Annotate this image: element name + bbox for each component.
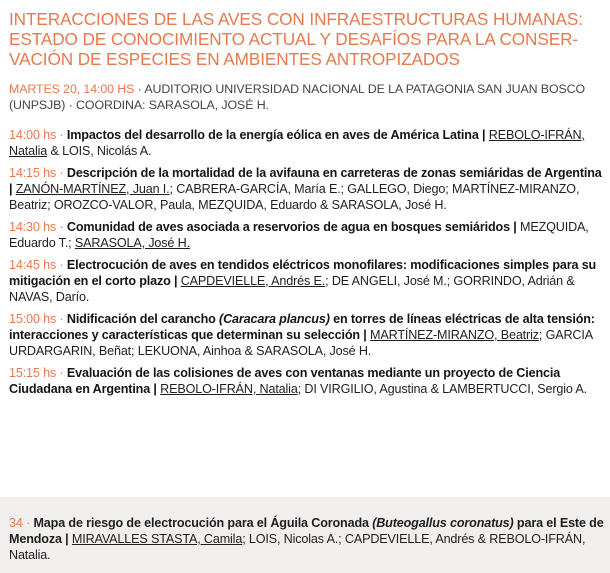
session-title-line: INTERACCIONES DE LAS AVES CON INFRAESTRUCTURAS HUMANAS: [9, 9, 583, 29]
species-name: (Caracara plancus) [219, 312, 330, 326]
talk-title: Electrocución de aves en tendidos eléctricos monofilares: modificaciones simples para su mitigación en el corto plazo | [9, 258, 597, 288]
talk-title: Comunidad de aves asociada a reservorios de agua en bosques semiáridos | [66, 220, 517, 234]
presenting-author: ZANÓN-MARTÍNEZ, Juan I. [15, 182, 170, 196]
session-venue: AUDITORIO UNIVERSIDAD NACIONAL DE LA PATAGONIA SAN JUAN BOSCO (UNPSJB) [9, 82, 586, 112]
separator: · [134, 82, 145, 96]
talk-item [9, 257, 603, 305]
talk-time: 15:00 hs [9, 312, 57, 326]
talk-title: Descripción de la mortalidad de la avifauna en carreteras de zonas semiáridas de Argentina | [9, 166, 602, 196]
separator: · [56, 128, 67, 142]
separator: · [56, 312, 67, 326]
program-page [9, 9, 603, 403]
poster-number: 34 [9, 516, 23, 530]
talk-time: 14:30 hs [9, 220, 57, 234]
talk-item [9, 365, 603, 397]
talk-time: 14:45 hs [9, 258, 57, 272]
poster-entry [9, 515, 605, 563]
session-title-line: VACIÓN DE ESPECIES EN AMBIENTES ANTROPIZADOS [9, 49, 460, 69]
presenting-author: SARASOLA, José H. [74, 236, 190, 250]
co-authors: ; GARCIA URDARGARIN, Beñat; LEKUONA, Ainhoa & SARASOLA, José H. [9, 328, 593, 358]
talk-time: 14:00 hs [9, 128, 57, 142]
session-datetime: MARTES 20, 14:00 HS [9, 82, 135, 96]
separator: · [56, 166, 67, 180]
poster-title-part: Mapa de riesgo de electrocución para el Águila Coronada [33, 516, 373, 530]
talk-title: Impactos del desarrollo de la energía eólica en aves de América Latina | [66, 128, 486, 142]
separator: · [22, 516, 34, 530]
co-authors: & LOIS, Nicolás A. [47, 144, 152, 158]
session-title-line: ESTADO DE CONOCIMIENTO ACTUAL Y DESAFÍOS PARA LA CONSER- [9, 29, 579, 49]
session-coordinator: · COORDINA: SARASOLA, JOSÉ H. [65, 98, 269, 112]
poster-block [0, 497, 610, 573]
presenting-author: MARTÍNEZ-MIRANZO, Beatriz [370, 328, 539, 342]
co-authors: ; LOIS, Nicolas A.; CAPDEVIELLE, Andrés & REBOLO-IFRÁN, Natalia. [9, 532, 586, 562]
separator: · [56, 220, 67, 234]
talk-title-part: Nidificación del carancho [66, 312, 220, 326]
talk-title-part: en torres de líneas eléctricas de alta tensión: interacciones y características que determinan su selección | [9, 312, 595, 342]
talk-item [9, 311, 603, 359]
talk-time: 15:15 hs [9, 366, 57, 380]
species-name: (Buteogallus coronatus) [372, 516, 514, 530]
talk-item [9, 165, 603, 213]
presenting-author: CAPDEVIELLE, Andrés E. [180, 274, 326, 288]
presenting-author: MIRAVALLES STASTA, Camila [71, 532, 243, 546]
separator: · [56, 258, 67, 272]
co-authors: ; CABRERA-GARCÍA, María E.; GALLEGO, Diego; MARTÍNEZ-MIRANZO, Beatriz; OROZCO-VALOR, Paula, MEZQUIDA, Eduardo & SARASOLA, José H. [9, 182, 580, 212]
poster-title-part: para el Este de Mendoza | [9, 516, 604, 546]
co-authors: ; DE ANGELI, José M.; GORRINDO, Adrián & NAVAS, Darío. [9, 274, 575, 304]
talk-time: 14:15 hs [9, 166, 57, 180]
separator: · [56, 366, 67, 380]
talk-item [9, 127, 603, 159]
presenting-author: REBOLO-IFRÁN, Natalia [160, 382, 298, 396]
session-title [9, 9, 603, 69]
talk-item [9, 219, 603, 251]
talk-title: Evaluación de las colisiones de aves con ventanas mediante un proyecto de Ciencia Ciudadana en Argentina | [9, 366, 561, 396]
co-authors: ; DI VIRGILIO, Agustina & LAMBERTUCCI, Sergio A. [297, 382, 588, 396]
co-authors: MEZQUIDA, Eduardo T.; [9, 220, 589, 250]
session-info [9, 81, 603, 113]
presenting-author: REBOLO-IFRÁN, Natalia [9, 128, 585, 158]
